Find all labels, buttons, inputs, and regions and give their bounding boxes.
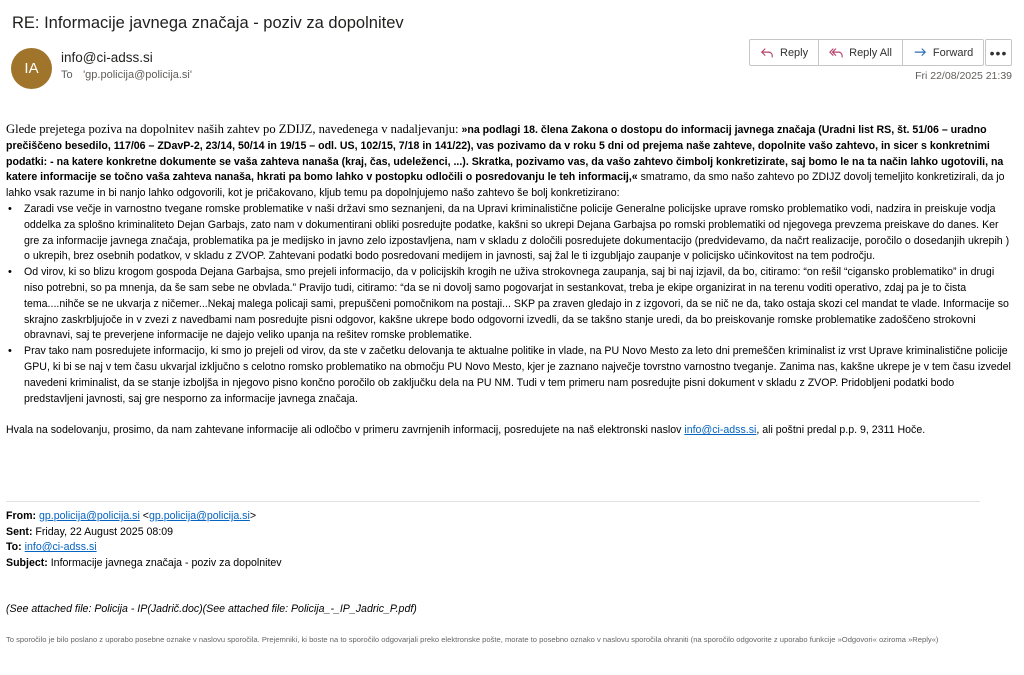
quoted-from-link-2[interactable]: gp.policija@policija.si [148,510,250,522]
closing-address-text: , ali poštni predal p.p. 9, 2311 Hoče. [756,424,926,437]
quoted-subject-line [6,556,282,572]
quoted-sent-line [6,525,282,541]
recipient-line [61,69,192,81]
reply-all-button[interactable] [819,40,903,65]
quoted-from-close: > [249,510,257,522]
quoted-header [6,509,282,571]
closing-text: Hvala na sodelovanju, prosimo, da nam zahtevane informacije ali odločbo v primeru zavrnjenih informacij, posredujete na naš elektronski naslov [6,424,685,437]
forward-icon [913,46,927,60]
attachment-note: (See attached file: Policija - IP(Jadrič.doc)(See attached file: Policija_-_IP_Jadric_P.pdf) [6,603,417,615]
to-label: To [61,69,73,81]
received-date: Fri 22/08/2025 21:39 [915,70,1012,82]
intro-paragraph [6,122,1014,202]
sender-address[interactable]: info@ci-adss.si [61,50,153,65]
reply-button[interactable] [750,40,819,65]
quoted-to-line [6,540,282,556]
quoted-to-label: To: [6,541,22,553]
forward-label: Forward [932,46,974,59]
message-body [6,122,1014,439]
request-list [6,202,1014,407]
intro-rest-text: smatramo, da smo našo zahtevo po ZDIJZ dovolj temeljito konkretizirali, da jo lahko vsak razume in bi nanjo lahko odgovorili, kot je pričakovano, kljub temu pa dopolnjujemo našo zahtevo še bolj konkretizirano: [6,171,1005,200]
quoted-sent-value: Friday, 22 August 2025 08:09 [32,525,174,538]
quote-divider [6,501,980,502]
reply-all-icon [829,46,843,60]
list-item: • Prav tako nam posredujete informacijo, ki smo jo prejeli od virov, da ste v začetku delovanja te aktualne politike in vlade, na PU Novo Mesto za leto dni premeščen kriminalist iz vrst Uprave kriminalistične policije GPU, ki bi se naj v tem času ukvarjal izključno s celotno romsko problematiko na območju PU Novo Mesto, kjer je zaznano največje tovrstno varnostno tveganje. Zanima nas, kakšne ukrepe je v tem času izvedel navedeni kriminalist, da se stanje izboljša in njegovo pisno končno poročilo ob zaključku dela na PU NM. Tudi v tem primeru nam posredujte pisni dokument v skladu z ZVOP. Pridobljeni podatki bodo predstavljeni javnosti, saj gre nesporno za informacije javnega značaja. [6,344,1014,407]
avatar: IA [11,48,52,89]
quoted-request-text: »na podlagi 18. člena Zakona o dostopu do informacij javnega značaja (Uradni list RS, št. 51/06 – uradno prečiščeno besedilo, 117/06 – ZDavP-2, 23/14, 50/14 in 19/15 – odl. US, 102/15, 7/18 in 141/22), vas pozivamo da v roku 5 dni od prejema naše zahteve, dopolnite vašo zahtevo, in sicer s konkretnimi podatki: - na katere konkretne dokumente se vaša zahteva nanaša (kraj, čas, udeleženci, ...). Skratka, pozivamo vas, da vašo zahtevo čimbolj konkretizirate, saj bomo le na ta način lahko ugotovili, na katere informacije se točno vaša zahteva nanaša, hkrati pa bomo lahko v postopku odločili o posredovanju le teh informacij,« [6,124,1004,184]
intro-serif-text: Glede prejetega poziva na dopolnitev naših zahtev po ZDIJZ, navedenega v nadaljevanju: [6,122,459,136]
quoted-to-link[interactable]: info@ci-adss.si [24,541,97,553]
quoted-from-label: From: [6,510,37,522]
recipient-address[interactable]: 'gp.policija@policija.si' [83,69,192,81]
quoted-from-link[interactable]: gp.policija@policija.si [38,510,140,522]
list-item: • Zaradi vse večje in varnostno tvegane romske problematike v naši državi smo seznanjeni, da na Upravi kriminalistične policije Generalne policijske uprave romsko problematiko vodi, nadzira in preiskuje vodja oddelka za splošno kriminaliteto Dejan Garbajs, zato nam v dokumentirani obliki posredujte podatke, kakšni so ukrepi Dejana Garbajsa po romski problematiki od njegovega prevzema preiskave do danes. Ker gre za informacije javnega značaja, problematika pa je medijsko in javno zelo izpostavljena, nam v skladu z določili posredujete dokumentacijo (predvidevamo, da načrt realizacije, poročilo o dosedanjih ukrepih ) o ukrepih, brez osebnih podatkov, v skladu z ZVOP. Zahtevani podatki bodo posredovani medijem in javnosti, saj žal le ti izgubljajo zaupanje v policijsko učinkovitost na tem področju. [6,202,1014,265]
list-item: • Od virov, ki so blizu krogom gospoda Dejana Garbajsa, smo prejeli informacijo, da v policijskih krogih ne uživa strokovnega zaupanja, saj bi naj izjavil, da bo, citiramo: “on rešil “cigansko problematiko” in drugi niso potrebni, so pa mnenja, da še sam sebe ne obvlada.” Pravijo tudi, citiramo: “da se ni dovolj samo pogovarjat in sestankovat, treba je ekipe organizirat in na terenu voditi operativo, zdaj pa je to čista tema....nihče se ne ukvarja z ničemer...Nekaj malega policaji sami, prepuščeni pomočnikom na postaji... SKP pa zraven gledajo in z izgovori, da se nič ne da, tako ostaja skozi cel mandat te vlade. Informacije so skrajno zaskrbljujoče in v zvezi z navedbami nam posredujte pisni odgovor, kakšne ukrepe bodo odgovorni izvedli, da se takšno stanje uredi, da bo preiskovanje romske problematike zadoščeno strokovni obravnavi, saj te preverjene informacije ne dajejo veliko upanja na rešitev romske problematike. [6,265,1014,344]
reply-label: Reply [780,46,809,59]
closing-paragraph [6,423,1014,439]
quoted-subject-label: Subject: [6,556,48,569]
email-link[interactable]: info@ci-adss.si [684,424,757,437]
quoted-from-open: < [139,510,149,522]
message-actions [749,39,984,66]
email-subject: RE: Informacije javnega značaja - poziv za dopolnitev [12,14,404,32]
quoted-subject-value: Informacije javnega značaja - poziv za dopolnitev [47,556,282,569]
forward-button[interactable] [903,40,983,65]
quoted-from-line [6,509,282,525]
footer-disclaimer: To sporočilo je bilo poslano z uporabo posebne oznake v naslovu sporočila. Prejemniki, ki boste na to sporočilo odgovarjali preko elektronske pošte, morate to posebno oznako v naslovu sporočila ohraniti (na sporočilo odgovorite z uporabo funkcije »Odgovori« oziroma »Reply«) [6,635,939,644]
reply-all-label: Reply All [849,46,892,59]
more-options-button[interactable]: ••• [985,39,1012,66]
quoted-sent-label: Sent: [6,525,33,538]
reply-icon [760,46,774,60]
